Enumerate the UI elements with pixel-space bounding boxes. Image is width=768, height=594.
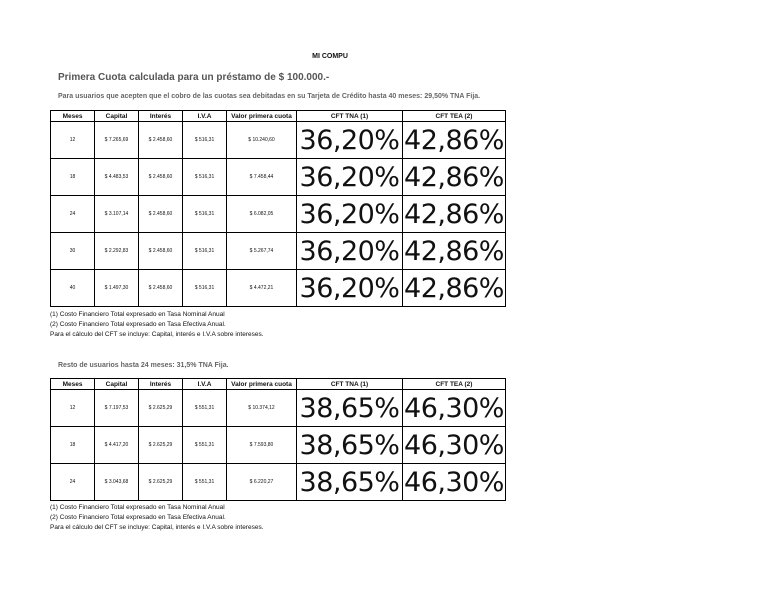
cell-meses: 18: [51, 427, 95, 464]
cell-capital: $ 4.417,20: [95, 427, 139, 464]
cell-interes: $ 2.458,60: [139, 233, 183, 270]
table-row: [51, 233, 506, 270]
cell-meses: 24: [51, 196, 95, 233]
cell-interes: $ 2.458,60: [139, 270, 183, 307]
footnote-3: Para el cálculo del CFT se incluye: Capital, interés e I.V.A sobre intereses.: [50, 331, 264, 338]
table-row: [51, 270, 506, 307]
cell-capital: $ 7.265,69: [95, 122, 139, 159]
cell-cft-tea: 46,30%: [403, 390, 506, 427]
cell-iva: $ 516,31: [183, 159, 227, 196]
cell-capital: $ 4.483,53: [95, 159, 139, 196]
cell-interes: $ 2.625,29: [139, 464, 183, 501]
cell-cft-tna: 36,20%: [297, 196, 403, 233]
cell-cft-tea: 46,30%: [403, 427, 506, 464]
cell-iva: $ 516,31: [183, 122, 227, 159]
cell-interes: $ 2.458,60: [139, 196, 183, 233]
section2-footnotes: [50, 503, 264, 533]
cell-cft-tea: 42,86%: [403, 270, 506, 307]
header-capital: Capital: [95, 379, 139, 390]
loan-table-other-users: [50, 378, 506, 501]
header-capital: Capital: [95, 111, 139, 122]
cell-cft-tea: 42,86%: [403, 233, 506, 270]
table-row: [51, 122, 506, 159]
footnote-1: (1) Costo Financiero Total expresado en Tasa Nominal Anual: [50, 311, 225, 318]
footnote-2: (2) Costo Financiero Total expresado en Tasa Efectiva Anual.: [50, 321, 226, 328]
brand-title: MI COMPU: [312, 53, 348, 60]
header-meses: Meses: [51, 379, 95, 390]
header-iva: I.V.A: [183, 379, 227, 390]
cell-interes: $ 2.458,60: [139, 122, 183, 159]
cell-valor-cuota: $ 10.374,12: [227, 390, 297, 427]
cell-iva: $ 551,31: [183, 427, 227, 464]
cell-iva: $ 516,31: [183, 270, 227, 307]
cell-valor-cuota: $ 5.267,74: [227, 233, 297, 270]
table-row: [51, 464, 506, 501]
cell-meses: 24: [51, 464, 95, 501]
cell-cft-tea: 46,30%: [403, 464, 506, 501]
header-meses: Meses: [51, 111, 95, 122]
cell-interes: $ 2.625,29: [139, 390, 183, 427]
footnote-1: (1) Costo Financiero Total expresado en Tasa Nominal Anual: [50, 504, 225, 511]
cell-cft-tna: 38,65%: [297, 464, 403, 501]
cell-cft-tna: 36,20%: [297, 159, 403, 196]
header-cft-tna: CFT TNA (1): [297, 111, 403, 122]
cell-valor-cuota: $ 6.082,05: [227, 196, 297, 233]
cell-cft-tna: 36,20%: [297, 122, 403, 159]
cell-capital: $ 3.043,68: [95, 464, 139, 501]
cell-meses: 12: [51, 122, 95, 159]
cell-capital: $ 3.107,14: [95, 196, 139, 233]
header-valor-primera-cuota: Valor primera cuota: [227, 379, 297, 390]
cell-iva: $ 551,31: [183, 390, 227, 427]
table-row: [51, 196, 506, 233]
table-row: [51, 159, 506, 196]
cell-capital: $ 1.497,30: [95, 270, 139, 307]
header-cft-tea: CFT TEA (2): [403, 379, 506, 390]
cell-meses: 40: [51, 270, 95, 307]
header-interes: Interés: [139, 379, 183, 390]
cell-interes: $ 2.625,29: [139, 427, 183, 464]
table-header-row: [51, 379, 506, 390]
cell-cft-tea: 42,86%: [403, 196, 506, 233]
cell-interes: $ 2.458,60: [139, 159, 183, 196]
footnote-2: (2) Costo Financiero Total expresado en Tasa Efectiva Anual.: [50, 514, 226, 521]
section2-subtitle: Resto de usuarios hasta 24 meses: 31,5% TNA Fija.: [58, 362, 229, 369]
cell-capital: $ 7.197,53: [95, 390, 139, 427]
cell-valor-cuota: $ 10.240,60: [227, 122, 297, 159]
header-cft-tna: CFT TNA (1): [297, 379, 403, 390]
footnote-3: Para el cálculo del CFT se incluye: Capital, interés e I.V.A sobre intereses.: [50, 524, 264, 531]
section1-footnotes: [50, 310, 264, 340]
cell-valor-cuota: $ 4.472,21: [227, 270, 297, 307]
cell-valor-cuota: $ 7.593,80: [227, 427, 297, 464]
header-iva: I.V.A: [183, 111, 227, 122]
cell-meses: 30: [51, 233, 95, 270]
header-interes: Interés: [139, 111, 183, 122]
cell-valor-cuota: $ 7.458,44: [227, 159, 297, 196]
cell-cft-tea: 42,86%: [403, 159, 506, 196]
cell-meses: 12: [51, 390, 95, 427]
cell-iva: $ 516,31: [183, 196, 227, 233]
page-heading: Primera Cuota calculada para un préstamo de $ 100.000.-: [58, 72, 330, 83]
cell-cft-tea: 42,86%: [403, 122, 506, 159]
cell-cft-tna: 36,20%: [297, 270, 403, 307]
loan-table-credit-card: [50, 110, 506, 307]
cell-cft-tna: 38,65%: [297, 427, 403, 464]
header-valor-primera-cuota: Valor primera cuota: [227, 111, 297, 122]
cell-meses: 18: [51, 159, 95, 196]
table-header-row: [51, 111, 506, 122]
cell-valor-cuota: $ 6.220,27: [227, 464, 297, 501]
header-cft-tea: CFT TEA (2): [403, 111, 506, 122]
cell-cft-tna: 38,65%: [297, 390, 403, 427]
table-row: [51, 390, 506, 427]
section1-subtitle: Para usuarios que acepten que el cobro de las cuotas sea debitadas en su Tarjeta de Crédito hasta 40 meses: 29,50% TNA Fija.: [58, 93, 481, 100]
cell-capital: $ 2.292,83: [95, 233, 139, 270]
table-row: [51, 427, 506, 464]
cell-iva: $ 551,31: [183, 464, 227, 501]
cell-cft-tna: 36,20%: [297, 233, 403, 270]
cell-iva: $ 516,31: [183, 233, 227, 270]
